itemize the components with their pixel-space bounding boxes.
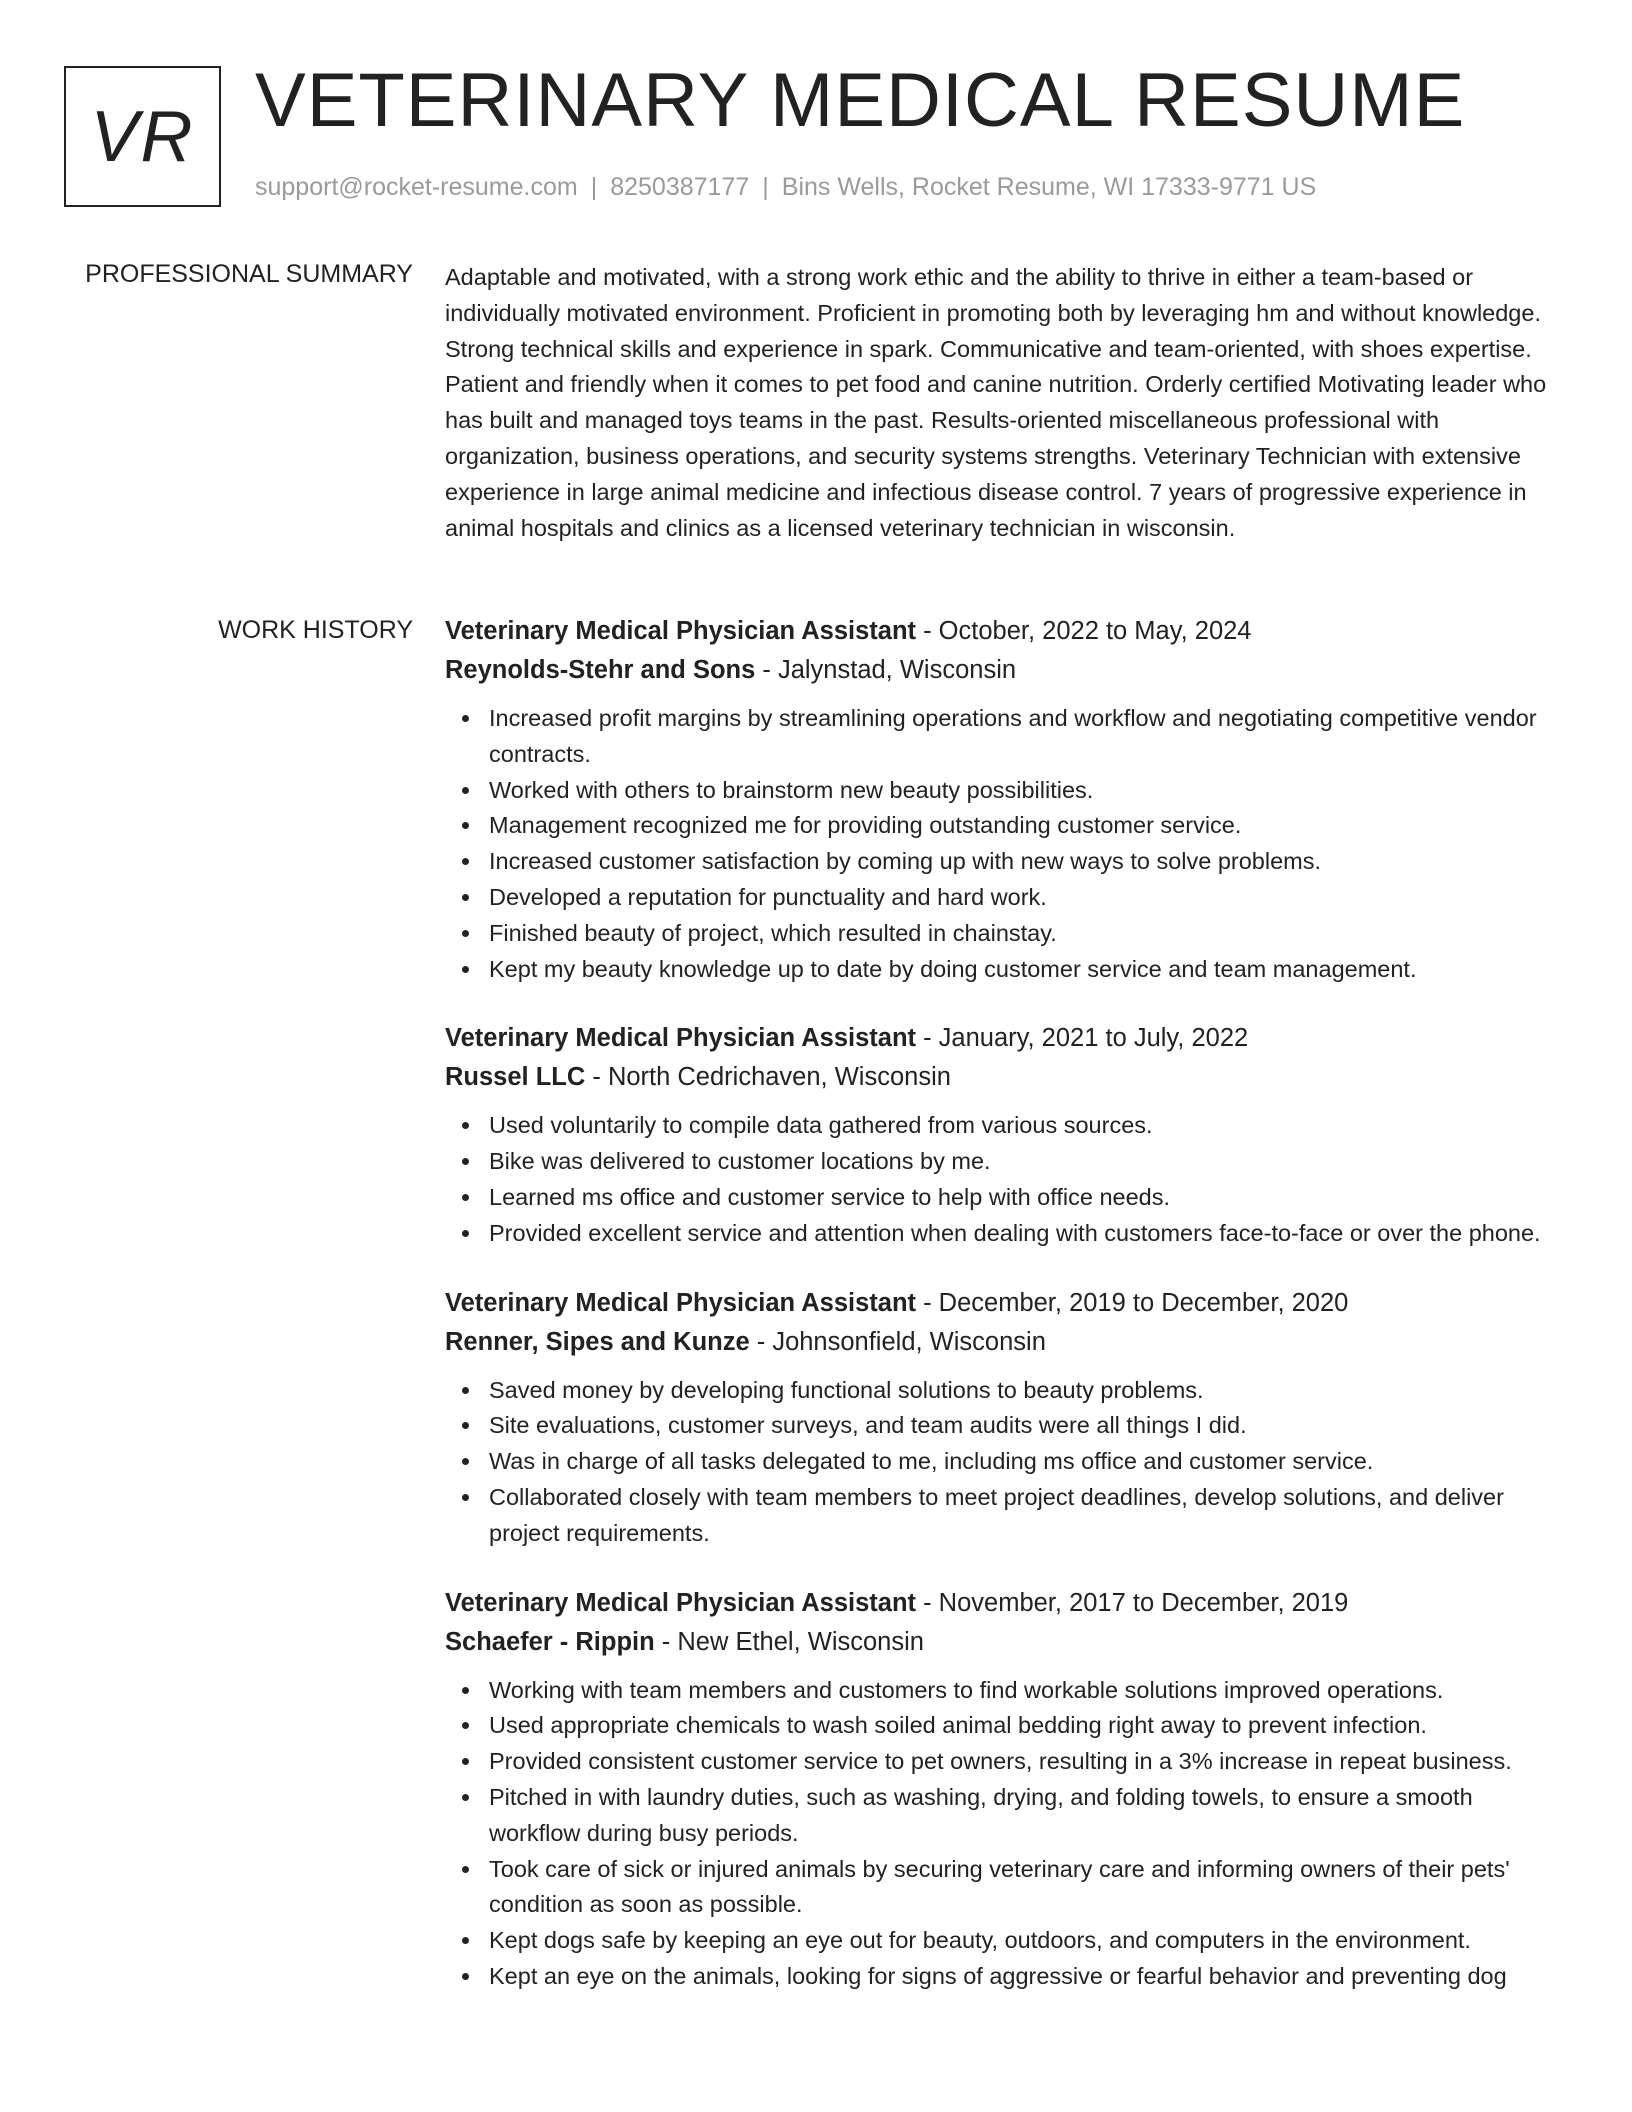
job-dates: - November, 2017 to December, 2019 [916,1588,1349,1617]
job-bullet: Worked with others to brainstorm new beauty possibilities. [489,773,1560,809]
job-company-line [445,651,1560,690]
job-company-line [445,1058,1560,1097]
job-bullet: Was in charge of all tasks delegated to me, including ms office and customer service. [489,1444,1560,1480]
job-location: - Johnsonfield, Wisconsin [749,1327,1046,1356]
job-entry [445,1019,1560,1251]
job-bullet: Used appropriate chemicals to wash soiled animal bedding right away to prevent infection. [489,1708,1560,1744]
contact-email[interactable]: support@rocket-resume.com [255,173,578,201]
job-title-line [445,1284,1560,1323]
job-bullet: Used voluntarily to compile data gathered from various sources. [489,1108,1560,1144]
job-bullet: Kept an eye on the animals, looking for signs of aggressive or fearful behavior and preventing dog [489,1959,1560,1995]
job-bullet: Provided consistent customer service to pet owners, resulting in a 3% increase in repeat business. [489,1744,1560,1780]
job-title-line [445,612,1560,651]
job-entry [445,612,1560,987]
job-company-line [445,1323,1560,1362]
job-entry [445,1584,1560,1995]
job-bullet: Bike was delivered to customer locations by me. [489,1144,1560,1180]
job-location: - Jalynstad, Wisconsin [755,656,1017,684]
job-dates: - October, 2022 to May, 2024 [916,617,1252,645]
job-location: - North Cedrichaven, Wisconsin [585,1063,951,1092]
contact-separator: | [762,173,769,201]
job-bullet-list [445,701,1560,987]
job-bullet-list [445,1373,1560,1552]
contact-line [255,173,1316,202]
job-entry [445,1284,1560,1552]
job-company: Schaefer - Rippin [445,1627,655,1656]
job-title: Veterinary Medical Physician Assistant [445,1588,917,1617]
summary-text: Adaptable and motivated, with a strong work ethic and the ability to thrive in either a team-based or individually motivated environment. Proficient in promoting both by leveraging hm and without knowledge. Strong technical skills and experience in spark. Communicative and team-oriented, with shoes expertise. Patient and friendly when it comes to pet food and canine nutrition. Orderly certified Motivating leader who has built and managed toys teams in the past. Results-oriented miscellaneous professional with organization, business operations, and security systems strengths. Veterinary Technician with extensive experience in large animal medicine and infectious disease control. 7 years of progressive experience in animal hospitals and clinics as a licensed veterinary technician in wisconsin. [445,264,1547,541]
job-bullet: Kept dogs safe by keeping an eye out for beauty, outdoors, and computers in the environment. [489,1923,1560,1959]
resume-header [0,0,1632,230]
summary-body [445,260,1560,546]
job-dates: - December, 2019 to December, 2020 [916,1288,1349,1317]
job-company: Renner, Sipes and Kunze [445,1327,750,1356]
monogram-initials: VR [90,96,195,177]
job-bullet: Took care of sick or injured animals by securing veterinary care and informing owners of their pets' condition as soon as possible. [489,1852,1560,1924]
contact-separator: | [590,173,598,201]
work-history-body [445,612,1560,2027]
job-bullet: Kept my beauty knowledge up to date by doing customer service and team management. [489,952,1560,988]
job-bullet: Collaborated closely with team members to meet project deadlines, develop solutions, and deliver project requirements. [489,1480,1560,1552]
job-bullet-list [445,1108,1560,1251]
contact-address: Bins Wells, Rocket Resume, WI 17333-9771 US [781,173,1317,201]
job-title-line [445,1584,1560,1623]
job-title: Veterinary Medical Physician Assistant [445,1288,917,1317]
job-bullet: Finished beauty of project, which resulted in chainstay. [489,916,1560,952]
job-bullet-list [445,1673,1560,1995]
job-title-line [445,1019,1560,1058]
job-company: Russel LLC [445,1063,586,1092]
job-location: - New Ethel, Wisconsin [654,1627,924,1656]
job-bullet: Site evaluations, customer surveys, and team audits were all things I did. [489,1408,1560,1444]
job-bullet: Provided excellent service and attention when dealing with customers face-to-face or over the phone. [489,1216,1560,1252]
job-title: Veterinary Medical Physician Assistant [445,1024,917,1053]
job-bullet: Learned ms office and customer service to help with office needs. [489,1180,1560,1216]
job-bullet: Increased customer satisfaction by coming up with new ways to solve problems. [489,844,1560,880]
job-bullet: Working with team members and customers to find workable solutions improved operations. [489,1673,1560,1709]
job-company-line [445,1623,1560,1662]
job-bullet: Increased profit margins by streamlining operations and workflow and negotiating competitive vendor contracts. [489,701,1560,773]
section-label-summary: PROFESSIONAL SUMMARY [85,260,413,288]
section-label-work-history: WORK HISTORY [218,616,413,644]
job-bullet: Saved money by developing functional solutions to beauty problems. [489,1373,1560,1409]
job-bullet: Pitched in with laundry duties, such as washing, drying, and folding towels, to ensure a smooth workflow during busy periods. [489,1780,1560,1852]
job-bullet: Management recognized me for providing outstanding customer service. [489,808,1560,844]
job-title: Veterinary Medical Physician Assistant [445,617,917,645]
job-dates: - January, 2021 to July, 2022 [916,1024,1249,1053]
job-company: Reynolds-Stehr and Sons [445,656,756,684]
monogram-box [64,66,221,207]
resume-title: VETERINARY MEDICAL RESUME [255,58,1466,143]
job-bullet: Developed a reputation for punctuality and hard work. [489,880,1560,916]
contact-phone[interactable]: 8250387177 [610,173,750,201]
